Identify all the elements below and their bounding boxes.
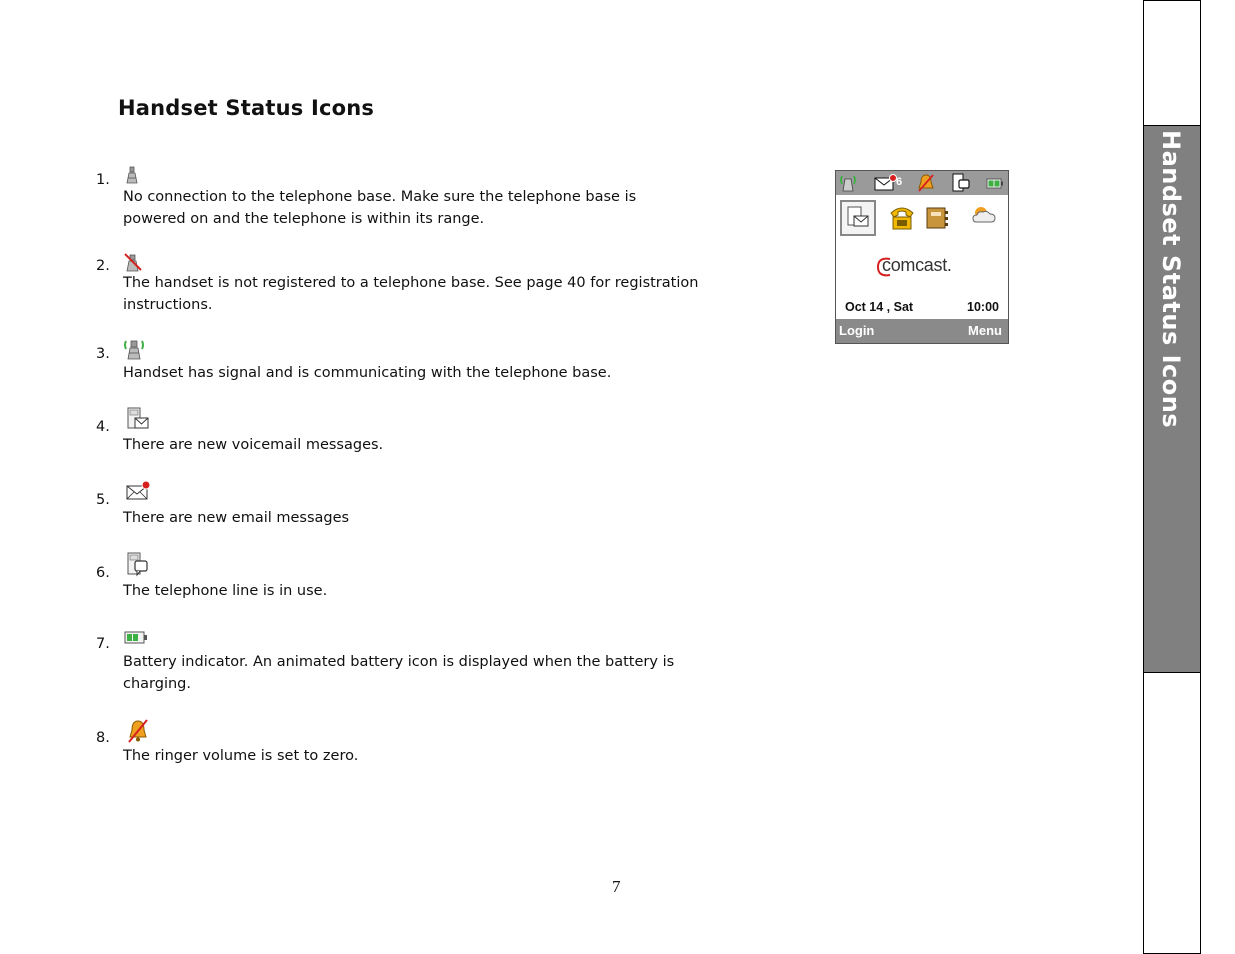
item-number: 4.: [96, 419, 110, 435]
weather-icon: [970, 205, 998, 225]
item-number: 6.: [96, 565, 110, 581]
item-number: 1.: [96, 172, 110, 188]
list-item: [96, 338, 776, 388]
ringer-off-icon: [916, 173, 936, 193]
handset-screen-image: [835, 170, 1009, 344]
signal-icon: [123, 338, 145, 360]
phone-softkey-bar: [836, 319, 1008, 343]
item-description: Handset has signal and is communicating with the telephone base.: [123, 365, 612, 381]
side-tab-active-segment: [1144, 126, 1200, 673]
list-item: [96, 407, 776, 457]
phone-status-bar: [836, 171, 1008, 195]
softkey-menu: Menu: [968, 323, 1002, 338]
side-tab: [1143, 0, 1201, 954]
item-description: Battery indicator. An animated battery icon is displayed when the battery is charging.: [123, 654, 675, 692]
side-tab-top-segment: [1144, 1, 1200, 126]
brand-logo: comcast.: [882, 255, 952, 275]
battery-icon: [986, 178, 1004, 189]
page-number: 7: [612, 877, 621, 896]
softkey-login: Login: [839, 323, 875, 338]
battery-icon: [124, 630, 148, 646]
item-number: 7.: [96, 636, 110, 652]
item-number: 3.: [96, 346, 110, 362]
item-description: No connection to the telephone base. Make sure the telephone base is powered on and the telephone is within its range.: [123, 189, 637, 227]
email-icon: [126, 480, 152, 502]
voicemail-icon: [126, 407, 150, 431]
item-description: There are new voicemail messages.: [123, 437, 384, 453]
email-count: 6: [896, 176, 903, 188]
side-tab-label: Handset Status Icons: [1157, 130, 1185, 429]
list-item: [96, 166, 776, 232]
address-book-icon: [924, 206, 950, 230]
phone-app-icon: [888, 205, 916, 231]
no-connection-icon: [125, 166, 139, 184]
line-in-use-icon: [952, 173, 972, 193]
item-number: 5.: [96, 492, 110, 508]
page-title: Handset Status Icons: [118, 96, 375, 120]
item-number: 8.: [96, 730, 110, 746]
list-item: [96, 252, 776, 318]
list-item: [96, 630, 776, 696]
list-item: [96, 718, 776, 768]
messages-app-icon: [840, 200, 876, 236]
phone-time: 10:00: [967, 300, 999, 314]
email-icon: [874, 174, 898, 192]
signal-icon: [840, 174, 856, 192]
list-item: [96, 480, 776, 530]
item-description: The ringer volume is set to zero.: [123, 748, 359, 764]
not-registered-icon: [123, 252, 143, 272]
item-description: The telephone line is in use.: [123, 583, 328, 599]
item-number: 2.: [96, 258, 110, 274]
item-description: The handset is not registered to a telephone base. See page 40 for registration instructions.: [123, 275, 699, 313]
phone-date: Oct 14 , Sat: [845, 300, 914, 314]
ringer-off-icon: [126, 718, 150, 744]
line-in-use-icon: [126, 552, 150, 578]
item-description: There are new email messages: [123, 510, 350, 526]
list-item: [96, 552, 776, 602]
